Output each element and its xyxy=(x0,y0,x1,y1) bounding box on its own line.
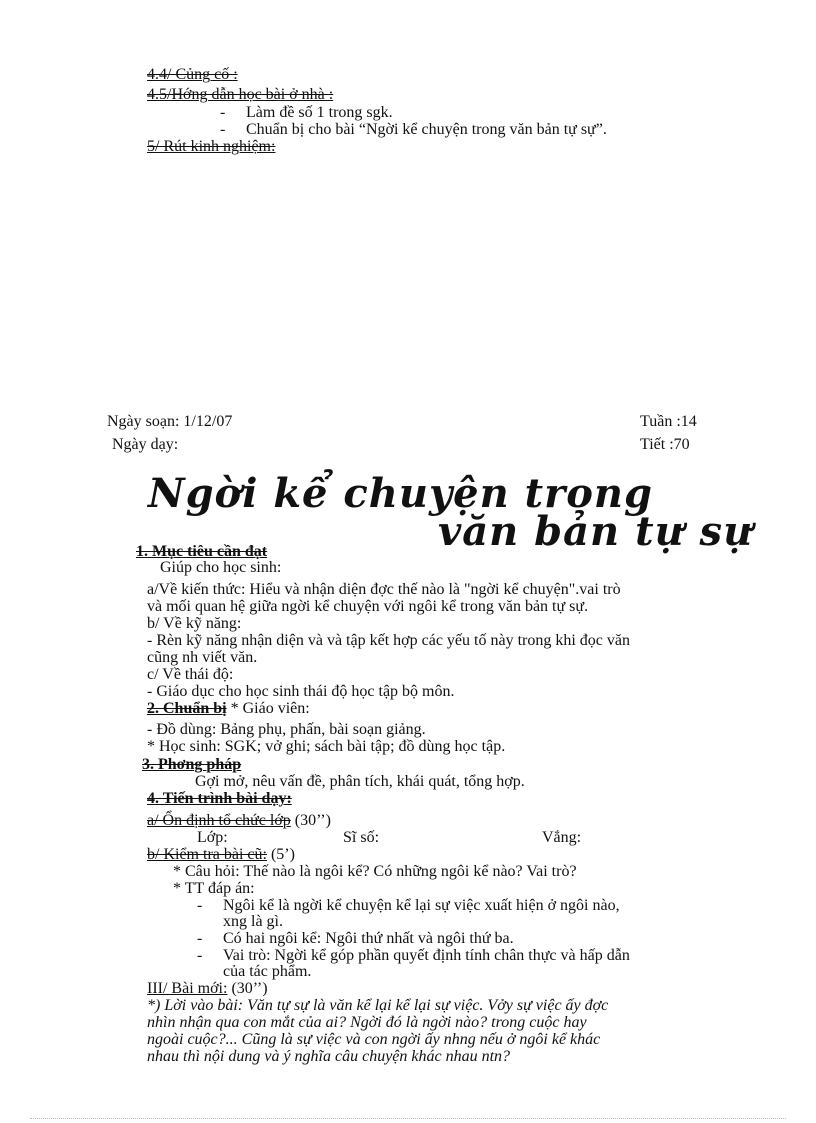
body-line: - Rèn kỹ năng nhận diện và và tập kết hợp các yếu tố này trong khi đọc văn xyxy=(147,632,630,649)
body-line: * TT đáp án: xyxy=(173,880,255,897)
section-3-heading xyxy=(142,756,241,773)
list-item: Ngôi kể là ngời kể chuyện kể lại sự việc xuất hiện ở ngôi nào, xyxy=(223,897,620,914)
tiet: Tiết :70 xyxy=(640,436,690,453)
intro-line: nhau thì nội dung và ý nghĩa câu chuyện khác nhau ntn? xyxy=(147,1048,511,1065)
section-1-heading xyxy=(136,543,267,560)
subsection-b-time: (5’) xyxy=(266,846,295,863)
list-item: Vai trò: Ngời kể góp phần quyết định tính chân thực và hấp dẫn xyxy=(223,947,630,964)
body-line: Giúp cho học sinh: xyxy=(160,559,282,576)
body-line: b/ Về kỹ năng: xyxy=(147,615,242,632)
section-iii-label: III/ Bài mới: xyxy=(147,980,228,997)
intro-line: nhìn nhận qua con mắt của ai? Ngời đó là ngời nào? trong cuộc hay xyxy=(147,1014,587,1031)
list-dash: - xyxy=(197,947,203,964)
lesson-title-line2: văn bản tự sự xyxy=(438,508,754,555)
section-2-teacher: * Giáo viên: xyxy=(230,700,310,717)
attendance-label: Sĩ số: xyxy=(343,829,380,846)
body-line: c/ Về thái độ: xyxy=(147,666,234,683)
subsection-b xyxy=(147,846,295,863)
section-2-label: 2. Chuẩn bị xyxy=(147,700,227,717)
body-line: và mối quan hệ giữa ngời kể chuyện với ngôi kể trong văn bản tự sự. xyxy=(147,598,589,615)
section-1-label: 1. Mục tiêu cần đạt xyxy=(136,543,268,560)
list-dash: - xyxy=(197,897,203,914)
section-5-heading: 5/ Rút kinh nghiệm: xyxy=(147,138,276,155)
list-item: Có hai ngôi kể: Ngôi thứ nhất và ngôi thứ ba. xyxy=(223,930,514,947)
class-label: Lớp: xyxy=(197,829,228,846)
body-line: * Câu hỏi: Thế nào là ngôi kể? Có những ngôi kể nào? Vai trò? xyxy=(173,863,577,880)
list-item: Làm đề số 1 trong sgk. xyxy=(246,104,393,121)
body-line: a/Về kiến thức: Hiểu và nhận diện đợc thế nào là "ngời kể chuyện".vai trò xyxy=(147,581,621,598)
list-dash: - xyxy=(220,104,226,121)
body-line: cũng nh viết văn. xyxy=(147,649,258,666)
subsection-a-time: (30’’) xyxy=(290,812,331,829)
section-iii-time: (30’’) xyxy=(227,980,268,997)
section-3-label: 3. Phơng pháp xyxy=(142,756,242,773)
body-line: - Đồ dùng: Bảng phụ, phấn, bài soạn giảng. xyxy=(147,721,426,738)
body-line: * Học sinh: SGK; vở ghi; sách bài tập; đồ dùng học tập. xyxy=(147,738,506,755)
page-divider xyxy=(30,1118,786,1119)
subsection-a-label: a/ Ổn định tổ chức lớp xyxy=(147,812,291,829)
section-4-4-heading: 4.4/ Củng cố : xyxy=(147,66,238,83)
section-4-label: 4. Tiến trình bài dạy: xyxy=(147,790,292,807)
section-iii-heading xyxy=(147,980,268,997)
list-dash: - xyxy=(220,121,226,138)
list-item-cont: của tác phẩm. xyxy=(223,963,312,980)
subsection-a xyxy=(147,812,331,829)
section-2-heading xyxy=(147,700,310,717)
list-dash: - xyxy=(197,930,203,947)
body-line: - Giáo dục cho học sinh thái độ học tập bộ môn. xyxy=(147,683,455,700)
ngay-soan: Ngày soạn: 1/12/07 xyxy=(107,413,233,430)
list-item: Chuẩn bị cho bài “Ngời kể chuyện trong văn bản tự sự”. xyxy=(246,121,607,138)
list-item-cont: xng là gì. xyxy=(223,913,283,930)
subsection-b-label: b/ Kiểm tra bài cũ: xyxy=(147,846,267,863)
body-line: Gợi mở, nêu vấn đề, phân tích, khái quát, tổng hợp. xyxy=(195,773,525,790)
section-4-heading xyxy=(147,790,292,807)
ngay-day: Ngày dạy: xyxy=(112,436,179,453)
absent-label: Vắng: xyxy=(542,829,582,846)
intro-line: *) Lời vào bài: Văn tự sự là văn kể lại kể lại sự việc. Vởy sự việc ấy đợc xyxy=(147,997,609,1014)
tuan: Tuần :14 xyxy=(640,413,697,430)
section-4-5-heading: 4.5/Hớng dẫn học bài ở nhà : xyxy=(147,86,334,103)
lesson-title-line1: Ngời kể chuyện trong xyxy=(148,470,653,517)
intro-line: ngoài cuộc?... Cũng là sự việc và con ngời ấy nhng nếu ở ngôi kể khác xyxy=(147,1031,601,1048)
